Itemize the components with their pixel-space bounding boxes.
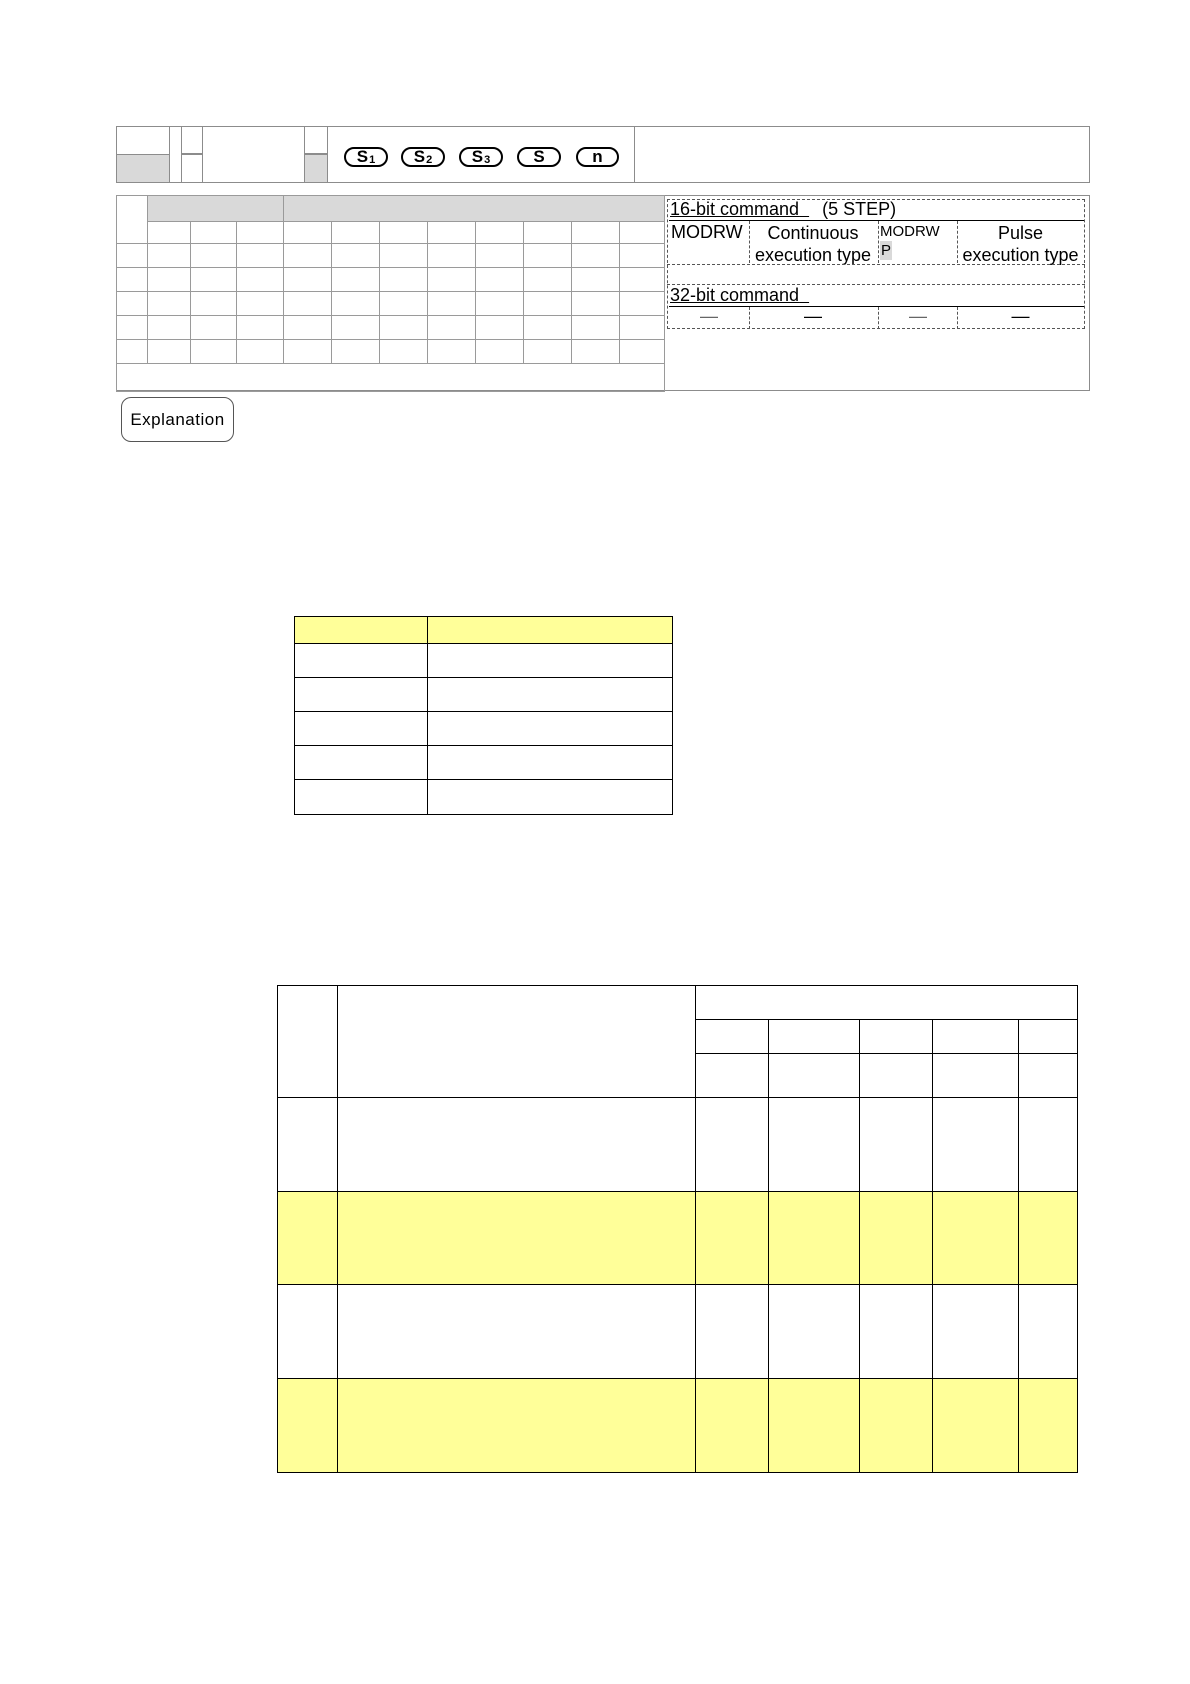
dash-pulse-mnemonic: — (909, 306, 927, 326)
grid-row (117, 268, 665, 292)
table-header-row (295, 617, 673, 644)
grid-row (117, 292, 665, 316)
continuous-label: Continuous execution type (754, 223, 872, 265)
mnemonic-continuous: MODRW (671, 222, 743, 242)
table-row (295, 644, 673, 678)
dash-continuous-mnemonic: — (700, 306, 718, 326)
table-row (278, 1285, 1078, 1379)
bit32-title: 32-bit command (670, 285, 800, 305)
type-flag-top (181, 126, 203, 154)
operand-n: n (576, 147, 619, 167)
operand-s3: S $_3$ (459, 147, 503, 167)
grid-row (117, 340, 665, 364)
table-row (295, 712, 673, 746)
pulse-flag-bottom (304, 154, 328, 183)
mnemonic-pulse: MODRW P (880, 223, 940, 259)
device-grid (116, 195, 665, 392)
table-row (295, 780, 673, 815)
bit16-rule (669, 220, 1084, 221)
dash-pulse-type: — (1011, 306, 1030, 326)
mnemonic-cell (202, 126, 305, 183)
api-number-shade (116, 154, 170, 183)
grid-row (117, 316, 665, 340)
explanation-badge: Explanation (121, 397, 234, 442)
api-number-cell (116, 126, 170, 155)
operand-s: S (517, 147, 561, 167)
comm-table (277, 985, 1078, 1473)
table-row (278, 1192, 1078, 1285)
function-table (294, 616, 673, 815)
bit16-title: 16-bit command (5 STEP) (670, 199, 897, 219)
table-header-row (278, 986, 1078, 1020)
table-row (278, 1098, 1078, 1192)
table-row (295, 678, 673, 712)
grid-notes-row (117, 364, 665, 392)
dash-continuous-type: — (804, 306, 822, 326)
grid-corner (117, 196, 148, 244)
pulse-flag-top (304, 126, 328, 154)
pulse-label: Pulse execution type (962, 223, 1079, 265)
table-row (278, 1379, 1078, 1473)
operand-s2: S $_2$ (401, 147, 445, 167)
grid-head-word-devices (284, 196, 665, 222)
type-flag-bottom (181, 154, 203, 183)
function-cell (634, 126, 1090, 183)
operand-s1: S $_1$ (344, 147, 388, 167)
table-row (295, 746, 673, 780)
grid-head-bit-devices (148, 196, 284, 222)
grid-row (117, 244, 665, 268)
